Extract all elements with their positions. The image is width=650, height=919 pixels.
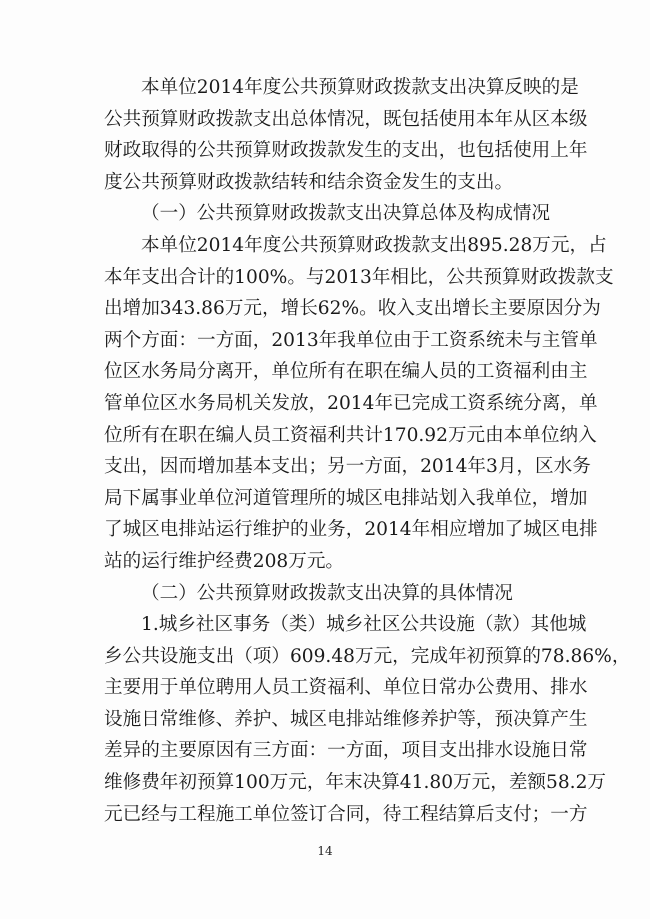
text-line: 站的运行维护经费208万元。	[104, 550, 345, 572]
text-line: 支出，因而增加基本支出；另一方面，2014年3月，区水务	[104, 456, 591, 478]
text-line: 位区水务局分离开，单位所有在职在编人员的工资福利由主	[104, 361, 588, 383]
text-line: 本单位2014年度公共预算财政拨款支出决算反映的是	[141, 77, 579, 98]
text-line: 度公共预算财政拨款结转和结余资金发生的支出。	[104, 171, 514, 193]
text-line: 公共预算财政拨款支出总体情况，既包括使用本年从区本级	[104, 108, 588, 130]
text-line: 主要用于单位聘用人员工资福利、单位日常办公费用、排水	[104, 677, 588, 699]
page-number: 14	[317, 844, 333, 858]
text-line: 乡公共设施支出（项）609.48万元，完成年初预算的78.86%，	[104, 645, 631, 667]
section-heading: （二）公共预算财政拨款支出决算的具体情况	[141, 582, 513, 604]
document-body	[104, 72, 631, 830]
text-line: 位所有在职在编人员工资福利共计170.92万元由本单位纳入	[104, 424, 597, 446]
section-heading: （一）公共预算财政拨款支出决算总体及构成情况	[141, 203, 551, 225]
text-line: 管单位区水务局机关发放，2014年已完成工资系统分离，单	[104, 392, 598, 414]
text-line: 设施日常维修、养护、城区电排站维修养护等，预决算产生	[104, 708, 588, 730]
text-line: 财政取得的公共预算财政拨款发生的支出，也包括使用上年	[104, 140, 588, 162]
text-line: 差异的主要原因有三方面：一方面，项目支出排水设施日常	[104, 740, 588, 762]
text-line: 了城区电排站运行维护的业务，2014年相应增加了城区电排	[104, 519, 598, 541]
text-line: 本单位2014年度公共预算财政拨款支出895.28万元，占	[141, 234, 607, 256]
text-line: 1.城乡社区事务（类）城乡社区公共设施（款）其他城	[141, 614, 587, 636]
text-line: 本年支出合计的100%。与2013年相比，公共预算财政拨款支	[104, 266, 614, 288]
text-line: 出增加343.86万元，增长62%。收入支出增长主要原因分为	[104, 298, 601, 320]
text-line: 元已经与工程施工单位签订合同，待工程结算后支付；一方	[104, 803, 588, 825]
text-line: 两个方面：一方面，2013年我单位由于工资系统未与主管单	[104, 329, 598, 351]
text-line: 局下属事业单位河道管理所的城区电排站划入我单位，增加	[104, 487, 588, 509]
text-line: 维修费年初预算100万元，年末决算41.80万元，差额58.2万	[104, 772, 606, 794]
